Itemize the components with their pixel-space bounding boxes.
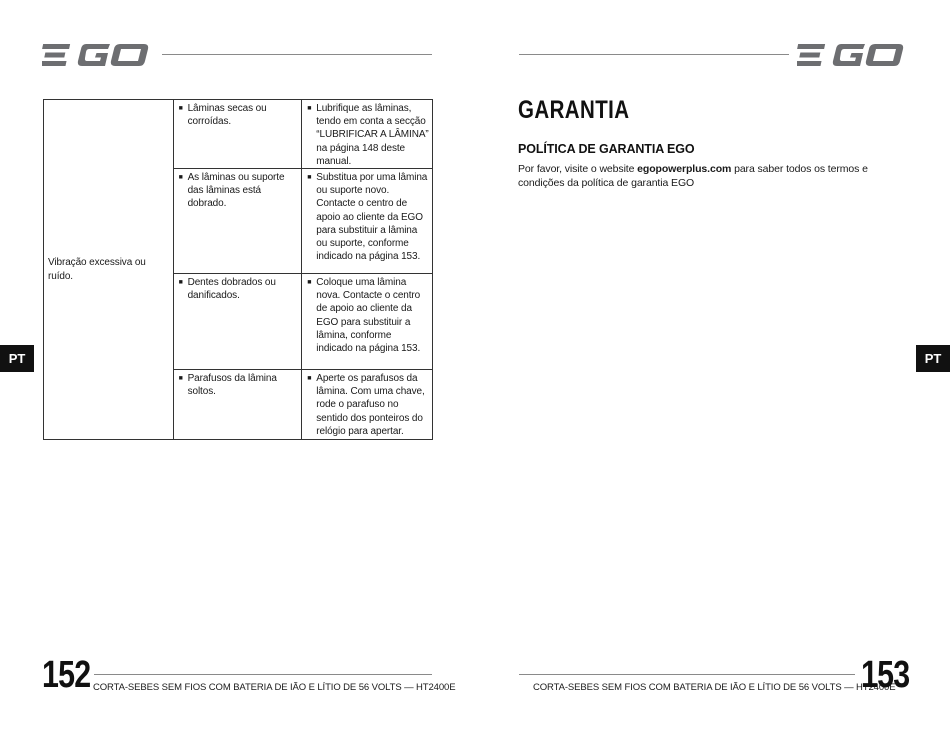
problem-text: Vibração excessiva ou ruído. [48,257,146,282]
header-rule [162,54,432,55]
square-bullet-icon: ■ [307,375,312,383]
solution-text: Lubrifique as lâminas, tendo em conta a secção “LUBRIFICAR A LÂMINA” na página 148 deste manual. [316,103,429,167]
cause-cell [173,169,302,274]
footer-title: CORTA-SEBES SEM FIOS COM BATERIA DE IÃO E LÍTIO DE 56 VOLTS — HT2400E [93,682,456,693]
cause-cell [173,370,302,440]
square-bullet-icon: ■ [178,105,183,112]
square-bullet-icon: ■ [178,375,183,383]
right-page [475,0,950,734]
section-title: GARANTIA [518,96,630,124]
solution-cell [302,274,433,370]
page-number: 152 [42,654,91,696]
square-bullet-icon: ■ [307,105,312,112]
problem-cell [44,100,174,440]
solution-cell [302,100,433,169]
ego-logo [797,40,907,70]
square-bullet-icon: ■ [307,174,312,182]
cause-text: Parafusos da lâmina soltos. [187,373,277,398]
square-bullet-icon: ■ [307,279,312,287]
language-tab: PT [916,345,950,372]
solution-text: Substitua por uma lâmina ou suporte novo. Contacte o centro de apoio ao cliente da EGO para substituir a lâmina ou suporte, conforme indicado na página 153. [316,172,428,263]
language-tab: PT [0,345,34,372]
ego-logo-graphic [42,40,152,70]
page-number: 153 [861,654,910,696]
solution-cell [302,169,433,274]
footer-title: CORTA-SEBES SEM FIOS COM BATERIA DE IÃO E LÍTIO DE 56 VOLTS — HT2400E [533,682,896,693]
header-rule [519,54,789,55]
paragraph-text-end: para saber todos os termos e condições da política de garantia EGO [518,163,868,189]
cause-cell [173,100,302,169]
square-bullet-icon: ■ [178,279,183,287]
troubleshooting-table [43,99,433,440]
warranty-paragraph [518,162,910,190]
footer-rule [94,674,432,675]
cause-text: Dentes dobrados ou danificados. [187,277,276,302]
solution-text: Coloque uma lâmina nova. Contacte o centro de apoio ao cliente da EGO para substituir a lâmina, conforme indicado na página 153. [316,277,421,355]
solution-cell [302,370,433,440]
square-bullet-icon: ■ [178,174,183,182]
website-link[interactable]: egopowerplus.com [637,163,732,175]
cause-cell [173,274,302,370]
ego-logo-graphic [797,40,907,70]
footer-rule [519,674,855,675]
cause-text: As lâminas ou suporte das lâminas está dobrado. [187,172,285,210]
solution-text: Aperte os parafusos da lâmina. Com uma chave, rode o parafuso no sentido dos ponteiros do relógio para apertar. [316,373,425,437]
subsection-title: POLÍTICA DE GARANTIA EGO [518,142,695,156]
cause-text: Lâminas secas ou corroídas. [187,103,267,128]
table-row [44,100,433,169]
paragraph-text-start: Por favor, visite o website [518,163,638,175]
ego-logo [42,40,152,70]
